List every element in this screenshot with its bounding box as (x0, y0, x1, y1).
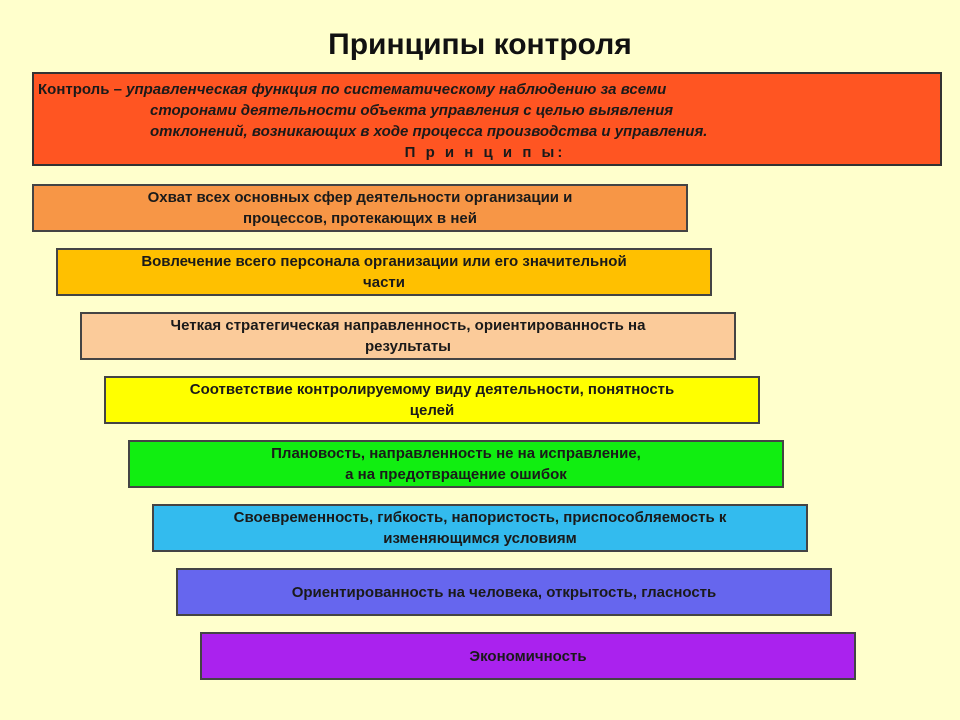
definition-line-1: управленческая функция по систематическому наблюдению за всеми (126, 81, 667, 98)
principle-text-1b: процессов, протекающих в ней (243, 210, 477, 227)
principle-box-6 (152, 504, 808, 552)
principle-text-7a: Ориентированность на человека, открытость, гласность (291, 583, 717, 601)
principle-text-3a: Четкая стратегическая направленность, ориентированность на (170, 317, 646, 334)
definition-line-3: отклонений, возникающих в ходе процесса производства и управления. (150, 123, 708, 140)
definition-term: Контроль – (38, 81, 127, 98)
principle-box-5 (128, 440, 784, 488)
principle-text-2a: Вовлечение всего персонала организации или его значительной (141, 253, 627, 270)
principle-box-4 (104, 376, 760, 424)
principle-box-8 (200, 632, 856, 680)
principle-text-2b: части (363, 274, 405, 291)
principle-text-4b: целей (409, 402, 455, 419)
principle-text-3b: результаты (364, 338, 451, 355)
principle-text-5b: а на предотвращение ошибок (345, 466, 567, 483)
definition-box (32, 72, 942, 166)
definition-line-2: сторонами деятельности объекта управления с целью выявления (150, 102, 674, 119)
page-title: Принципы контроля (328, 28, 632, 61)
principle-text-8a: Экономичность (469, 647, 587, 665)
principle-box-2 (56, 248, 712, 296)
principle-text-1a: Охват всех основных сфер деятельности организации и (147, 189, 573, 206)
principle-box-7 (176, 568, 832, 616)
principle-text-4a: Соответствие контролируемому виду деятельности, понятность (189, 381, 675, 398)
principle-box-1 (32, 184, 688, 232)
principle-text-6b: изменяющимся условиям (383, 530, 577, 547)
principle-text-6a: Своевременность, гибкость, напористость, приспособляемость к (233, 509, 727, 526)
principle-text-5a: Плановость, направленность не на исправление, (271, 445, 641, 462)
principle-box-3 (80, 312, 736, 360)
principles-subheading: П р и н ц и п ы: (404, 144, 566, 161)
